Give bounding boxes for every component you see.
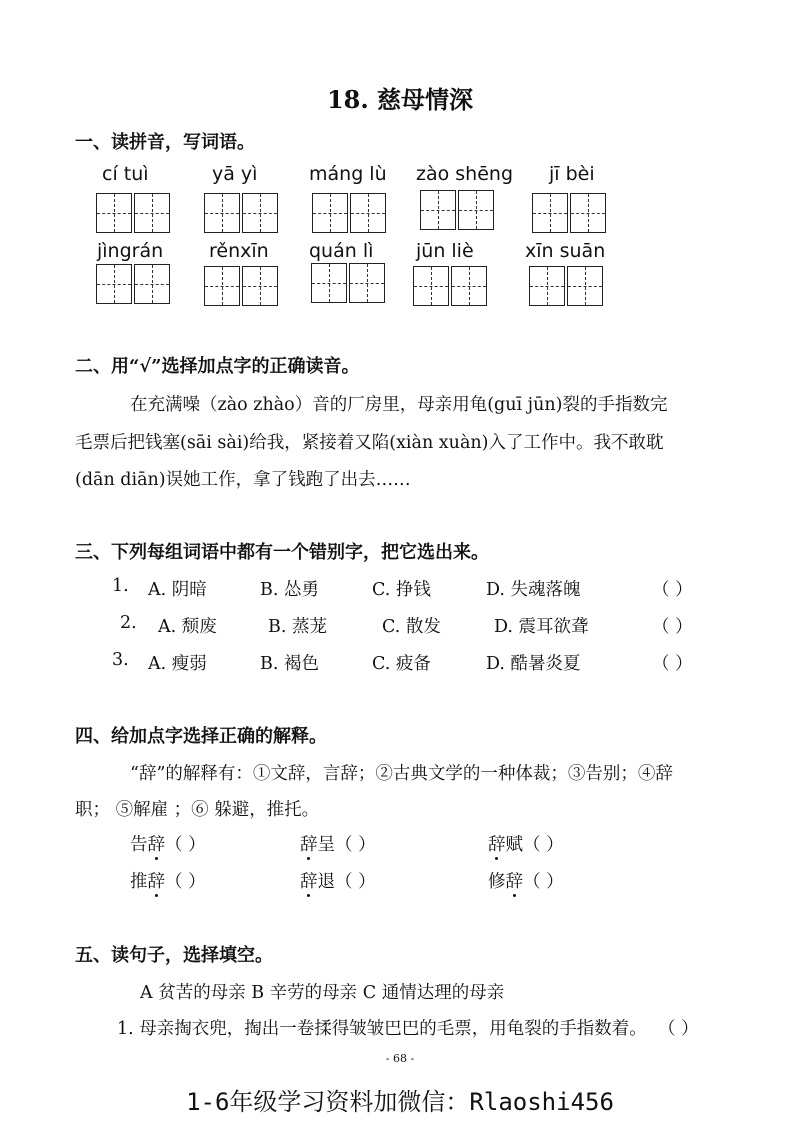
page-title: 18. 慈母情深 [326, 85, 474, 114]
pinyin-label: máng lù [309, 163, 387, 185]
writing-grid[interactable] [204, 266, 280, 306]
paragraph-line: (dān diān)误她工作，拿了钱跑了出去…… [75, 470, 411, 490]
dotted-char: 辞 [505, 872, 523, 892]
writing-grid[interactable] [96, 193, 172, 233]
section-1-heading: 一、读拼音，写词语。 [75, 132, 255, 153]
answer-parentheses[interactable]: （ ） [652, 617, 693, 637]
answer-parentheses[interactable]: （ ） [652, 654, 693, 674]
writing-grid[interactable] [420, 190, 496, 230]
pinyin-label: rěnxīn [209, 240, 269, 262]
pinyin-label: xīn suān [525, 240, 606, 262]
paragraph-line: “辞”的解释有：①文辞，言辞；②古典文学的一种体裁；③告别；④辞 [130, 764, 673, 784]
question-number: 1. [112, 576, 129, 596]
option-a[interactable]: A. 阴暗 [148, 580, 207, 600]
pinyin-label: jī bèi [549, 163, 595, 185]
option-d[interactable]: D. 失魂落魄 [486, 580, 581, 600]
dotted-char: 辞 [147, 872, 165, 892]
word-item: 辞赋（ ） [488, 835, 564, 855]
section-3-heading: 三、下列每组词语中都有一个错别字，把它选出来。 [75, 542, 489, 563]
pinyin-label: cí tuì [102, 163, 149, 185]
dotted-char: 辞 [300, 872, 318, 892]
word-item: 辞呈（ ） [300, 835, 376, 855]
option-c[interactable]: C. 挣钱 [372, 580, 431, 600]
answer-parentheses[interactable]: （ ） [652, 580, 693, 600]
answer-parentheses[interactable]: （ ） [165, 872, 206, 892]
dotted-char: 辞 [147, 835, 165, 855]
page-number: - 68 - [385, 1052, 415, 1065]
footer-banner: 1-6年级学习资料加微信：Rlaoshi456 [186, 1088, 614, 1116]
word-item: 推辞（ ） [130, 872, 206, 892]
answer-parentheses[interactable]: （ ） [658, 1019, 699, 1039]
answer-parentheses[interactable]: （ ） [335, 835, 376, 855]
pinyin-label: quán lì [309, 240, 374, 262]
pinyin-label: zào shēng [416, 163, 514, 185]
option-d[interactable]: D. 震耳欲聋 [494, 617, 589, 637]
writing-grid[interactable] [204, 193, 280, 233]
word-item: 修辞（ ） [488, 872, 564, 892]
option-a[interactable]: A. 颓废 [158, 617, 217, 637]
option-c[interactable]: C. 散发 [382, 617, 441, 637]
dotted-char: 辞 [300, 835, 318, 855]
answer-parentheses[interactable]: （ ） [335, 872, 376, 892]
pinyin-label: jūn liè [416, 240, 474, 262]
question-number: 3. [112, 650, 129, 670]
writing-grid[interactable] [96, 264, 172, 304]
option-c[interactable]: C. 疲备 [372, 654, 431, 674]
option-b[interactable]: B. 蒸茏 [268, 617, 327, 637]
option-a[interactable]: A. 瘦弱 [148, 654, 207, 674]
writing-grid[interactable] [413, 266, 489, 306]
word-item: 告辞（ ） [130, 835, 206, 855]
section-2-heading: 二、用“√”选择加点字的正确读音。 [75, 356, 360, 377]
writing-grid[interactable] [532, 193, 608, 233]
answer-parentheses[interactable]: （ ） [523, 835, 564, 855]
writing-grid[interactable] [311, 263, 387, 303]
option-b[interactable]: B. 褐色 [260, 654, 319, 674]
dotted-char: 辞 [488, 835, 506, 855]
question-number: 2. [120, 613, 137, 633]
section-5-heading: 五、读句子，选择填空。 [75, 945, 273, 966]
pinyin-label: yā yì [212, 163, 258, 185]
option-b[interactable]: B. 怂勇 [260, 580, 319, 600]
option-d[interactable]: D. 酷暑炎夏 [486, 654, 581, 674]
paragraph-line: 职； ⑤解雇 ；⑥ 躲避，推托。 [75, 800, 320, 820]
question-1: 1. 母亲掏衣兜，掏出一卷揉得皱皱巴巴的毛票，用龟裂的手指数着。 [117, 1019, 647, 1039]
word-item: 辞退（ ） [300, 872, 376, 892]
paragraph-line: 毛票后把钱塞(sāi sài)给我，紧接着又陷(xiàn xuàn)入了工作中。我不敢耽 [75, 433, 664, 453]
writing-grid[interactable] [529, 266, 605, 306]
answer-parentheses[interactable]: （ ） [523, 872, 564, 892]
section-4-heading: 四、给加点字选择正确的解释。 [75, 726, 327, 747]
answer-parentheses[interactable]: （ ） [165, 835, 206, 855]
choice-options: A 贫苦的母亲 B 辛劳的母亲 C 通情达理的母亲 [140, 983, 505, 1003]
pinyin-label: jìngrán [97, 240, 164, 262]
paragraph-line: 在充满噪（zào zhào）音的厂房里，母亲用龟(guī jūn)裂的手指数完 [130, 395, 668, 415]
writing-grid[interactable] [312, 193, 388, 233]
